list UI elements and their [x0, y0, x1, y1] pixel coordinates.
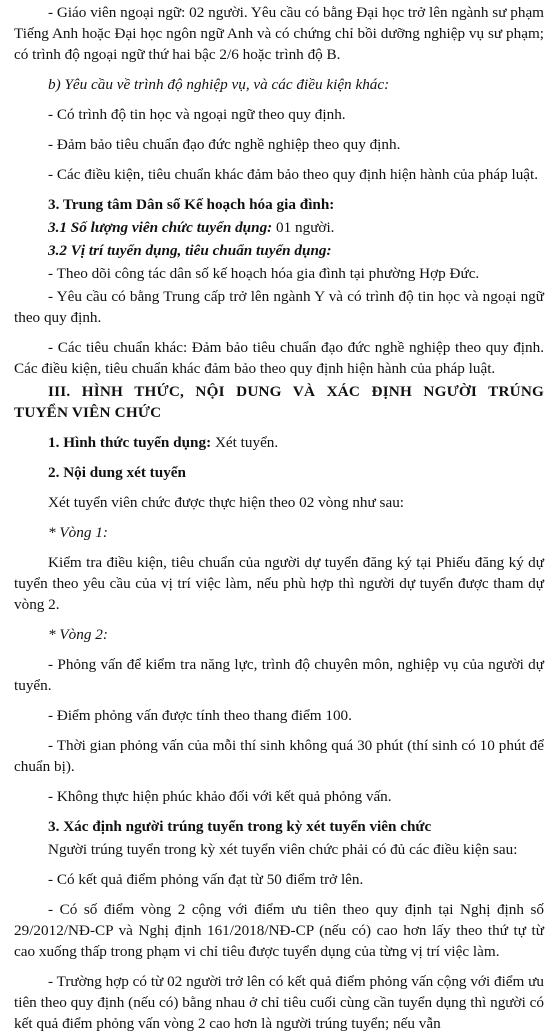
recruitment-form-label: 1. Hình thức tuyển dụng: — [48, 434, 212, 451]
paragraph-tie-break: - Trường hợp có từ 02 người trở lên có kết quả điểm phỏng vấn cộng với điểm ưu tiên theo quy định (nếu có) bằng nhau ở chỉ tiêu cuối cùng cần tuyển dụng thì người có kết quả điểm phỏng vấn vòng 2 cao hơn là người trúng tuyển; nếu vẫn — [14, 973, 544, 1032]
quota-label: 3.1 Số lượng viên chức tuyển dụng: — [48, 219, 273, 236]
paragraph-priority-score: - Có số điểm vòng 2 cộng với điểm ưu tiên theo quy định tại Nghị định số 29/2012/NĐ-CP và Nghị định 161/2018/NĐ-CP (nếu có) cao hơn lấy theo thứ tự từ cao xuống thấp trong phạm vi chỉ tiêu được tuyển dụng của từng vị trí việc làm. — [14, 901, 544, 960]
heading-content: 2. Nội dung xét tuyển — [48, 464, 186, 481]
paragraph-medical-degree: - Yêu cầu có bằng Trung cấp trở lên ngành Y và có trình độ tin học và ngoại ngữ theo quy định. — [14, 288, 544, 326]
recruitment-form-value: Xét tuyển. — [211, 434, 279, 451]
paragraph-interview-time: - Thời gian phỏng vấn của mỗi thí sinh không quá 30 phút (thí sinh có 10 phút để chuẩn bị). — [14, 737, 544, 775]
paragraph-recruitment-form — [14, 432, 544, 453]
heading-selection: 3. Xác định người trúng tuyển trong kỳ xét tuyển viên chức — [48, 818, 432, 835]
heading-population-center: 3. Trung tâm Dân số Kế hoạch hóa gia đình: — [48, 196, 335, 213]
section-heading-iii — [14, 381, 544, 423]
paragraph-other-conditions: - Các điều kiện, tiêu chuẩn khác đảm bảo theo quy định hiện hành của pháp luật. — [48, 166, 539, 183]
paragraph-it-language: - Có trình độ tin học và ngoại ngữ theo quy định. — [48, 106, 346, 123]
paragraph-two-rounds: Xét tuyển viên chức được thực hiện theo 02 vòng như sau: — [48, 494, 405, 511]
quota-value: 01 người. — [272, 219, 335, 236]
subheading-position-standards: 3.2 Vị trí tuyển dụng, tiêu chuẩn tuyển dụng: — [48, 242, 332, 259]
paragraph-round-1: Kiểm tra điều kiện, tiêu chuẩn của người dự tuyển đăng ký tại Phiếu đăng ký dự tuyển theo yêu cầu của vị trí việc làm, nếu phù hợp thì người dự tuyển được tham dự vòng 2. — [14, 554, 544, 613]
paragraph-foreign-language-teacher: - Giáo viên ngoại ngữ: 02 người. Yêu cầu có bằng Đại học trở lên ngành sư phạm Tiếng Anh hoặc Đại học ngôn ngữ Anh và có chứng chỉ bồi dưỡng nghiệp vụ sư phạm; có trình độ ngoại ngữ thứ hai bậc 2/6 hoặc trình độ B. — [14, 4, 544, 63]
paragraph-interview: - Phỏng vấn để kiểm tra năng lực, trình độ chuyên môn, nghiệp vụ của người dự tuyển. — [14, 656, 544, 694]
label-round-1: * Vòng 1: — [48, 524, 108, 541]
paragraph-selection-conditions: Người trúng tuyển trong kỳ xét tuyển viên chức phải có đủ các điều kiện sau: — [48, 841, 518, 858]
paragraph-ethics: - Đảm bảo tiêu chuẩn đạo đức nghề nghiệp theo quy định. — [48, 136, 401, 153]
paragraph-quota — [14, 217, 544, 238]
paragraph-no-review: - Không thực hiện phúc khảo đối với kết quả phỏng vấn. — [48, 788, 392, 805]
label-round-2: * Vòng 2: — [48, 626, 108, 643]
section-heading-line-1: III. HÌNH THỨC, NỘI DUNG VÀ XÁC ĐỊNH NGƯỜI TRÚNG — [48, 383, 544, 400]
paragraph-other-standards: - Các tiêu chuẩn khác: Đảm bảo tiêu chuẩn đạo đức nghề nghiệp theo quy định. Các điều kiện, tiêu chuẩn khác đảm bảo theo quy định hiện hành của pháp luật. — [14, 339, 544, 377]
subheading-professional-requirements: b) Yêu cầu về trình độ nghiệp vụ, và các điều kiện khác: — [48, 76, 390, 93]
paragraph-score-scale: - Điểm phỏng vấn được tính theo thang điểm 100. — [48, 707, 352, 724]
paragraph-min-score: - Có kết quả điểm phỏng vấn đạt từ 50 điểm trở lên. — [48, 871, 364, 888]
paragraph-population-work: - Theo dõi công tác dân số kế hoạch hóa gia đình tại phường Hợp Đức. — [48, 265, 480, 282]
section-heading-line-2: TUYỂN VIÊN CHỨC — [14, 404, 162, 421]
